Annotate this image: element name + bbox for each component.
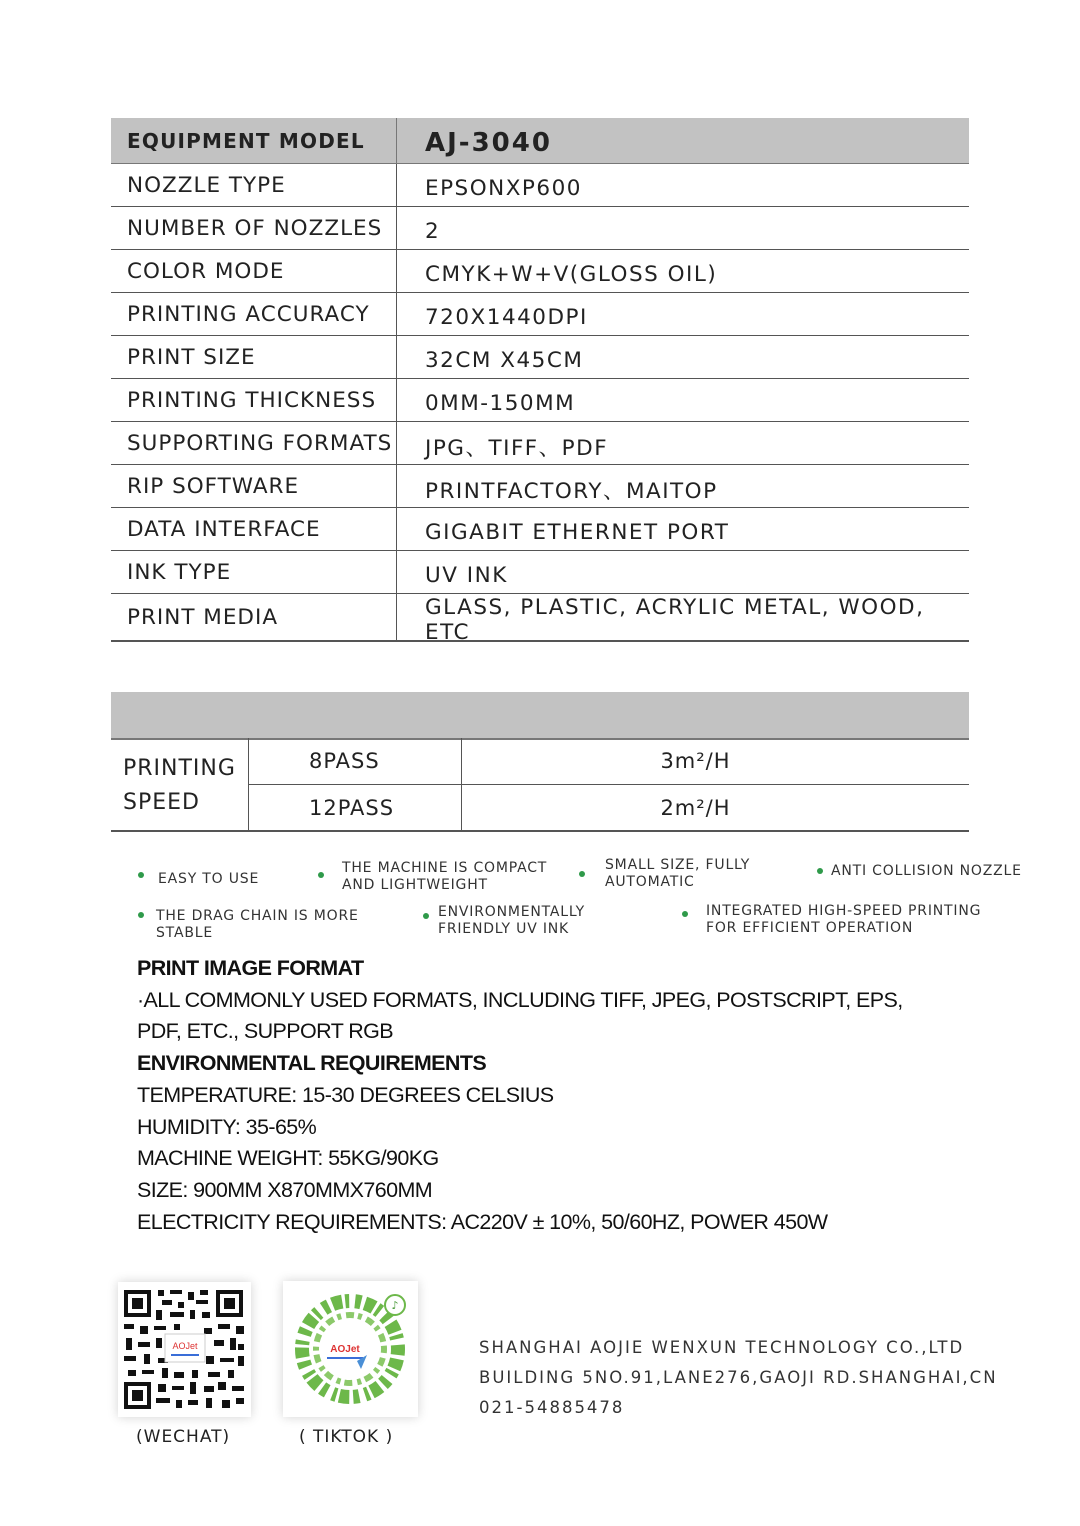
feature-item [138,870,298,888]
company-info [479,1333,998,1423]
spec-key: EQUIPMENT MODEL [111,118,397,163]
feature-text: INTEGRATED HIGH-SPEED PRINTING FOR EFFICIENT OPERATION [706,903,982,936]
tiktok-qr-card [283,1281,418,1417]
feature-item [682,903,1012,937]
bullet-icon [138,912,144,918]
svg-text:♪: ♪ [391,1299,399,1312]
svg-text:AOJet: AOJet [330,1344,360,1355]
feature-text: SMALL SIZE, FULLY AUTOMATIC [605,857,751,890]
company-name: SHANGHAI AOJIE WENXUN TECHNOLOGY CO.,LTD [479,1338,965,1357]
speed-row [249,785,969,830]
speed-table [111,738,969,832]
humidity-text: HUMIDITY: 35-65% [137,1114,317,1139]
spec-row [111,508,969,551]
company-phone: 021-54885478 [479,1398,625,1417]
tiktok-qr-icon [283,1281,418,1417]
spec-row [111,164,969,207]
company-address: BUILDING 5NO.91,LANE276,GAOJI RD.SHANGHAI,CN [479,1368,998,1387]
spec-key: PRINT MEDIA [111,594,397,640]
bullet-icon [682,911,688,917]
bullet-icon [579,871,585,877]
info-block [137,953,937,1238]
speed-label-line1: PRINTING [123,756,236,781]
bullet-icon [817,868,823,874]
wechat-caption: (WECHAT) [136,1427,231,1447]
spec-key: NUMBER OF NOZZLES [111,207,397,249]
speed-rate: 3m²/H [660,749,731,773]
feature-text: EASY TO USE [158,871,260,887]
spec-key: PRINTING THICKNESS [111,379,397,421]
feature-item [817,863,1027,880]
spec-value: UV INK [425,562,508,588]
format-line: PDF, ETC., SUPPORT RGB [137,1019,394,1044]
spec-value: PRINTFACTORY、MAITOP [425,478,718,504]
spec-key: COLOR MODE [111,250,397,292]
spec-key: INK TYPE [111,551,397,593]
spec-key: NOZZLE TYPE [111,164,397,206]
spec-row [111,422,969,465]
speed-header-bar [111,692,969,740]
spec-key: PRINT SIZE [111,336,397,378]
bullet-icon [138,872,144,878]
spec-value: GLASS, PLASTIC, ACRYLIC METAL, WOOD, ETC [425,595,925,645]
spec-row [111,250,969,293]
svg-text:AOJet: AOJet [172,1341,198,1351]
spec-value: GIGABIT ETHERNET PORT [425,519,730,545]
spec-value: 2 [425,218,441,244]
spec-row [111,465,969,508]
spec-value: 32CM X45CM [425,347,584,373]
tiktok-caption: ( TIKTOK ) [299,1427,394,1447]
feature-item [579,857,779,891]
spec-row [111,293,969,336]
feature-item [138,908,418,942]
spec-row [111,379,969,422]
env-heading: ENVIRONMENTAL REQUIREMENTS [137,1051,487,1076]
feature-item [318,860,558,894]
electricity-text: ELECTRICITY REQUIREMENTS: AC220V ± 10%, 50/60HZ, POWER 450W [137,1209,828,1234]
format-heading: PRINT IMAGE FORMAT [137,956,364,980]
spec-row [111,594,969,645]
spec-row [111,336,969,379]
speed-pass: 12PASS [249,785,462,830]
spec-value: AJ-3040 [425,127,552,158]
spec-table [111,118,969,645]
spec-value: JPG、TIFF、PDF [425,435,609,461]
weight-text: MACHINE WEIGHT: 55KG/90KG [137,1146,439,1171]
format-line: ·ALL COMMONLY USED FORMATS, INCLUDING TIFF, JPEG, POSTSCRIPT, EPS, [137,987,903,1012]
spec-key: RIP SOFTWARE [111,465,397,507]
wechat-qr-card [118,1282,251,1417]
size-text: SIZE: 900MM X870MMX760MM [137,1177,433,1202]
speed-rate: 2m²/H [660,795,731,820]
temperature-text: TEMPERATURE: 15-30 DEGREES CELSIUS [137,1082,554,1107]
feature-text: THE DRAG CHAIN IS MORE STABLE [156,908,359,941]
spec-row [111,551,969,594]
spec-value: CMYK+W+V(GLOSS OIL) [425,261,718,287]
feature-text: THE MACHINE IS COMPACT AND LIGHTWEIGHT [342,860,548,893]
speed-label-line2: SPEED [123,790,200,815]
feature-text: ENVIRONMENTALLY FRIENDLY UV INK [438,904,585,937]
feature-text: ANTI COLLISION NOZZLE [831,863,1022,879]
spec-key: DATA INTERFACE [111,508,397,550]
spec-value: 720X1440DPI [425,304,588,330]
spec-key: SUPPORTING FORMATS [111,422,397,464]
speed-label [111,738,249,830]
spec-row [111,207,969,250]
spec-key: PRINTING ACCURACY [111,293,397,335]
speed-row [249,738,969,785]
bullet-icon [318,872,324,878]
bullet-icon [423,913,429,919]
spec-value: EPSONXP600 [425,175,582,201]
speed-pass: 8PASS [249,738,462,784]
feature-item [423,904,623,938]
spec-row-model [111,118,969,164]
wechat-qr-icon [118,1282,251,1417]
spec-value: 0MM-150MM [425,390,576,416]
